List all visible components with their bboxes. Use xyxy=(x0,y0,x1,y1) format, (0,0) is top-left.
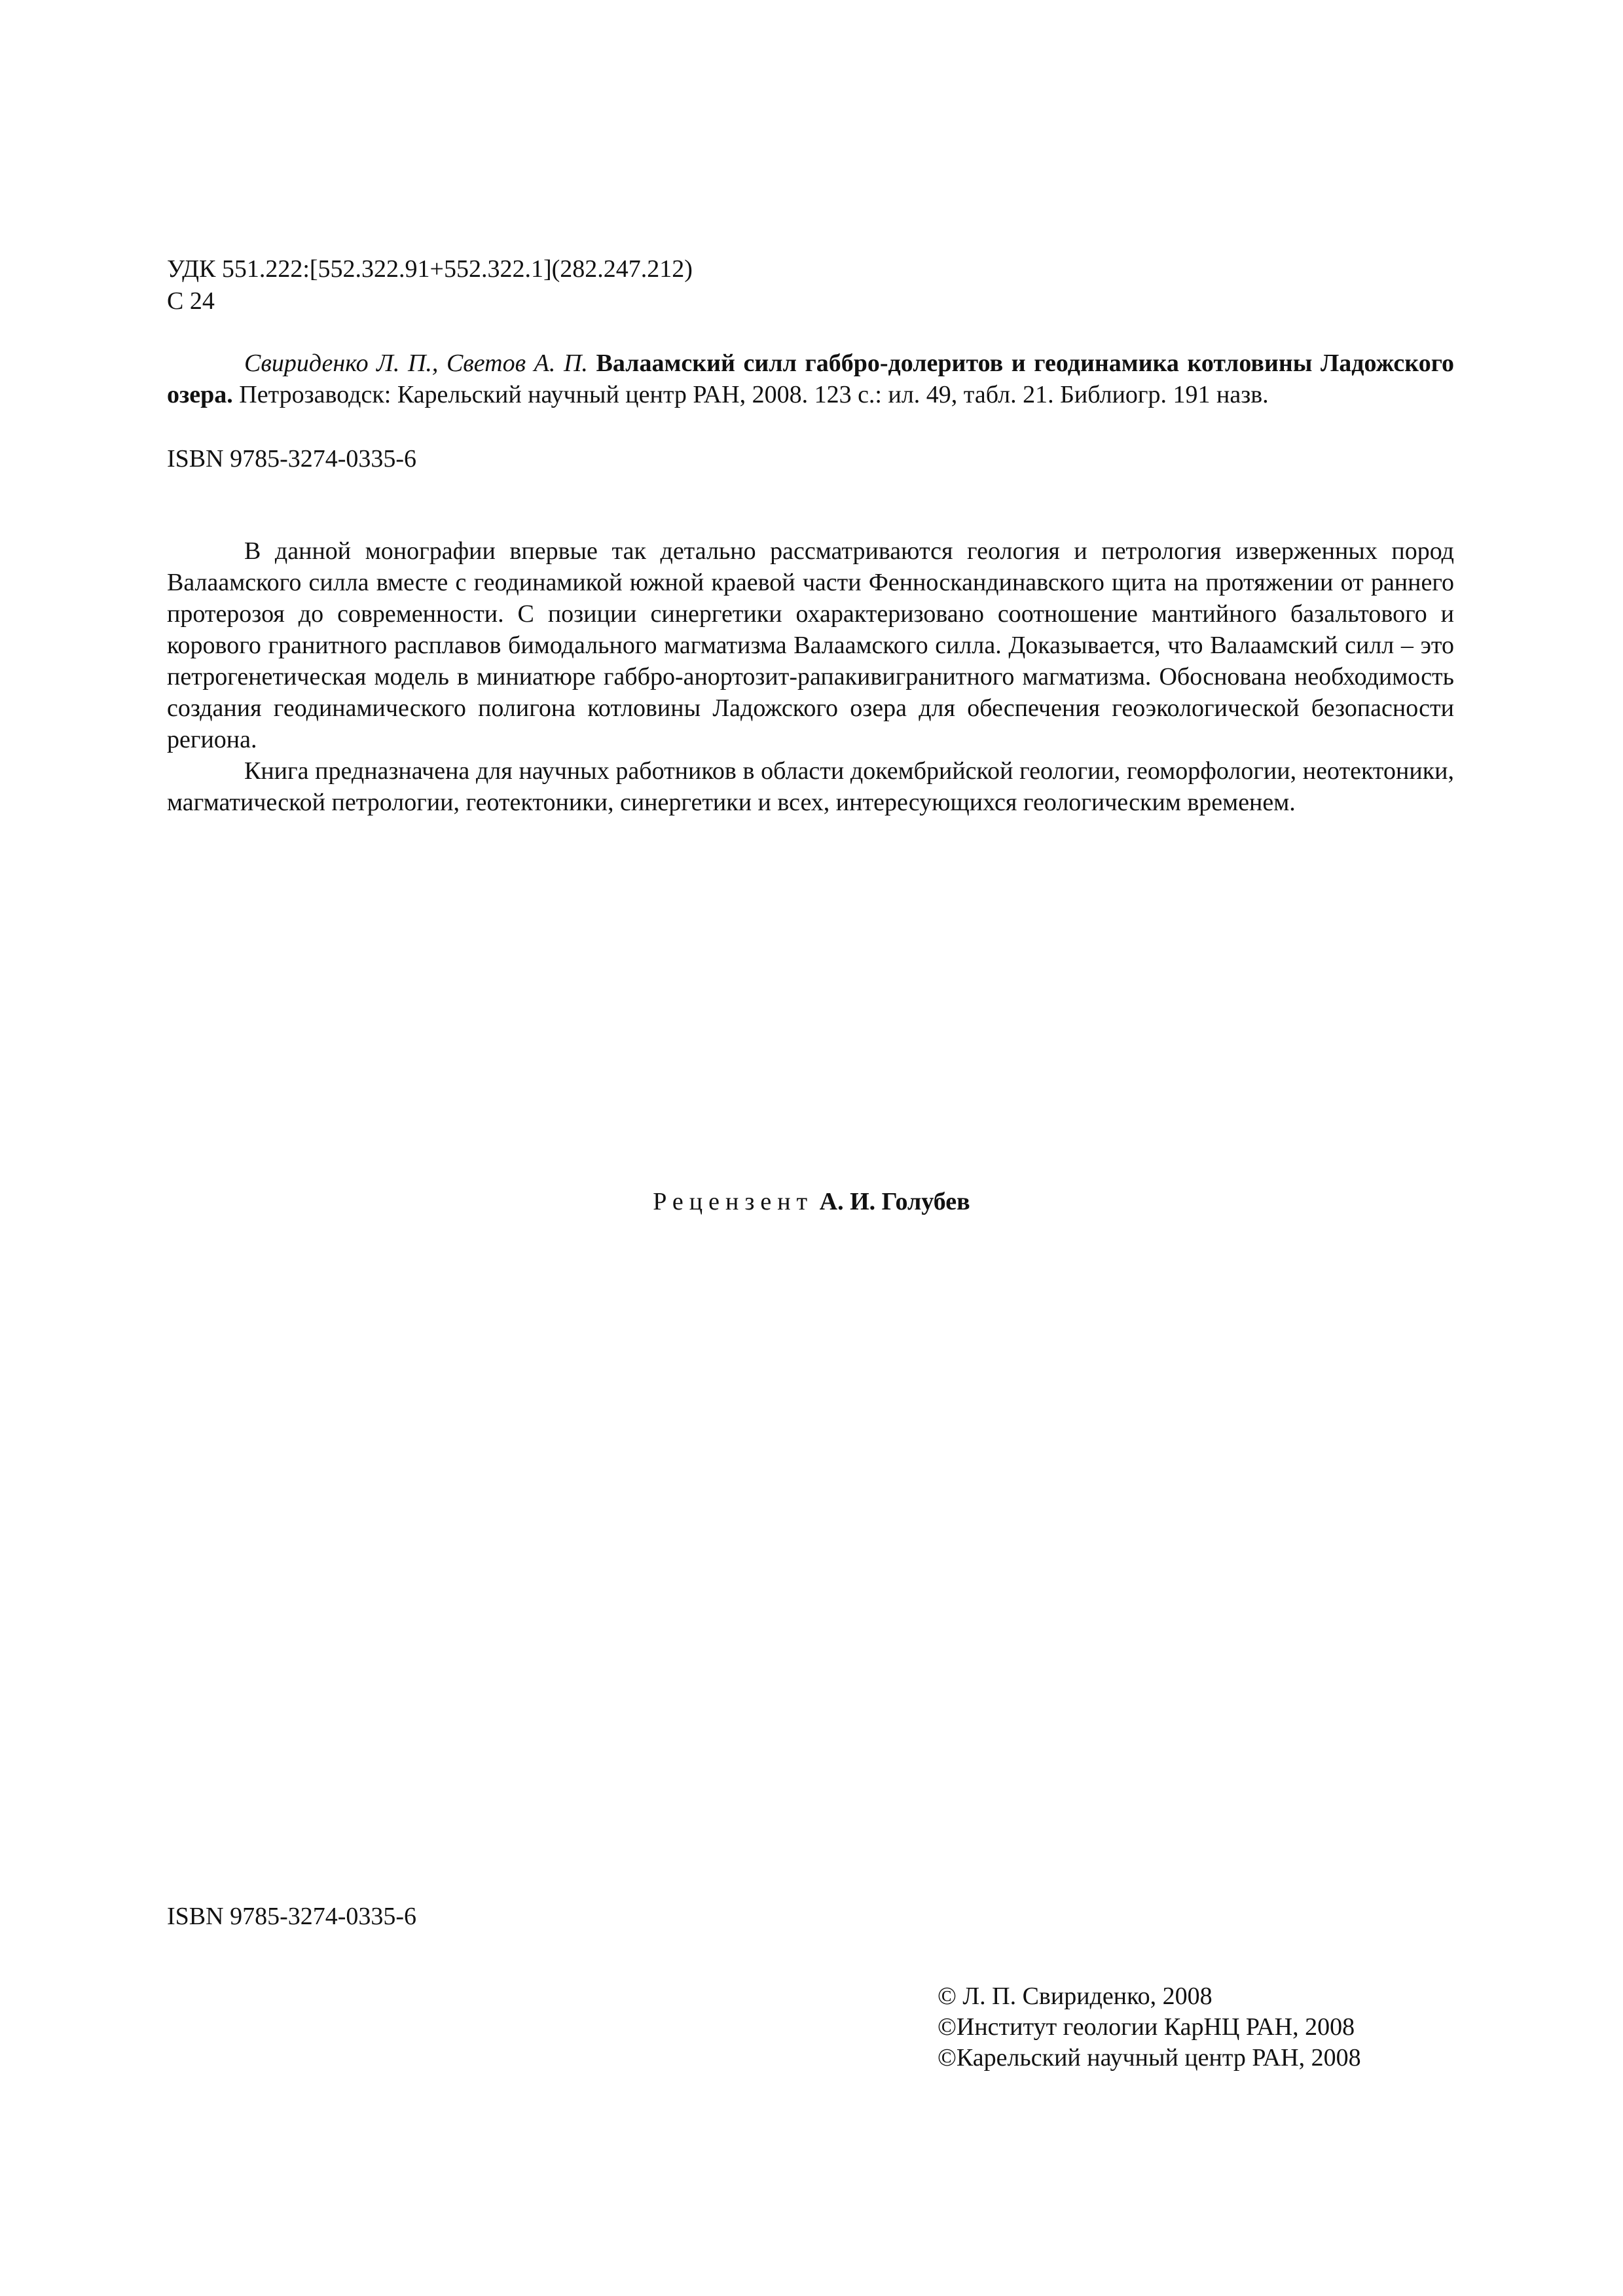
isbn-top: ISBN 9785-3274-0335-6 xyxy=(167,445,417,473)
copyright-line: © Л. П. Свириденко, 2008 xyxy=(938,1982,1213,2010)
copyright-line: ©Карельский научный центр РАН, 2008 xyxy=(938,2044,1361,2072)
abstract xyxy=(167,535,1454,818)
abstract-paragraph: В данной монографии впервые так детально рассматриваются геология и петрология изверженных пород Валаамского силла вместе с геодинамикой южной краевой части Фенноскандинавского щита на протяжении от раннего протерозоя до современности. С позиции синергетики охарактеризовано соотношение мантийного базальтового и корового гранитного расплавов бимодального магматизма Валаамского силла. Доказывается, что Валаамский силл – это петрогенетическая модель в миниатюре габбро-анортозит-рапакивигранитного магматизма. Обоснована необходимость создания геодинамического полигона котловины Ладожского озера для обеспечения геоэкологической безопасности региона. xyxy=(167,537,1454,753)
catalog-code: С 24 xyxy=(167,287,215,315)
reviewer-line xyxy=(0,1186,1623,1217)
reviewer-label: Рецензент xyxy=(653,1188,814,1215)
copyright-block xyxy=(938,1981,1361,2073)
bibliographic-title: Валаамский силл габбро-долеритов и геодинамика котловины Ладожского озера. xyxy=(167,350,1455,408)
bibliographic-details: Петрозаводск: Карельский научный центр РАН, 2008. 123 с.: ил. 49, табл. 21. Библиогр. 191 назв. xyxy=(239,381,1269,408)
udk-code: УДК 551.222:[552.322.91+552.322.1](282.247.212) xyxy=(167,255,693,283)
bibliographic-record xyxy=(167,348,1454,410)
isbn-bottom: ISBN 9785-3274-0335-6 xyxy=(167,1903,417,1930)
copyright-line: ©Институт геологии КарНЦ РАН, 2008 xyxy=(938,2013,1355,2041)
reviewer-name: А. И. Голубев xyxy=(819,1188,970,1215)
bibliographic-authors: Свириденко Л. П., Светов А. П. xyxy=(244,350,588,377)
abstract-paragraph: Книга предназначена для научных работников в области докембрийской геологии, геоморфологии, неотектоники, магматической петрологии, геотектоники, синергетики и всех, интересующихся геологическим временем. xyxy=(167,757,1454,816)
